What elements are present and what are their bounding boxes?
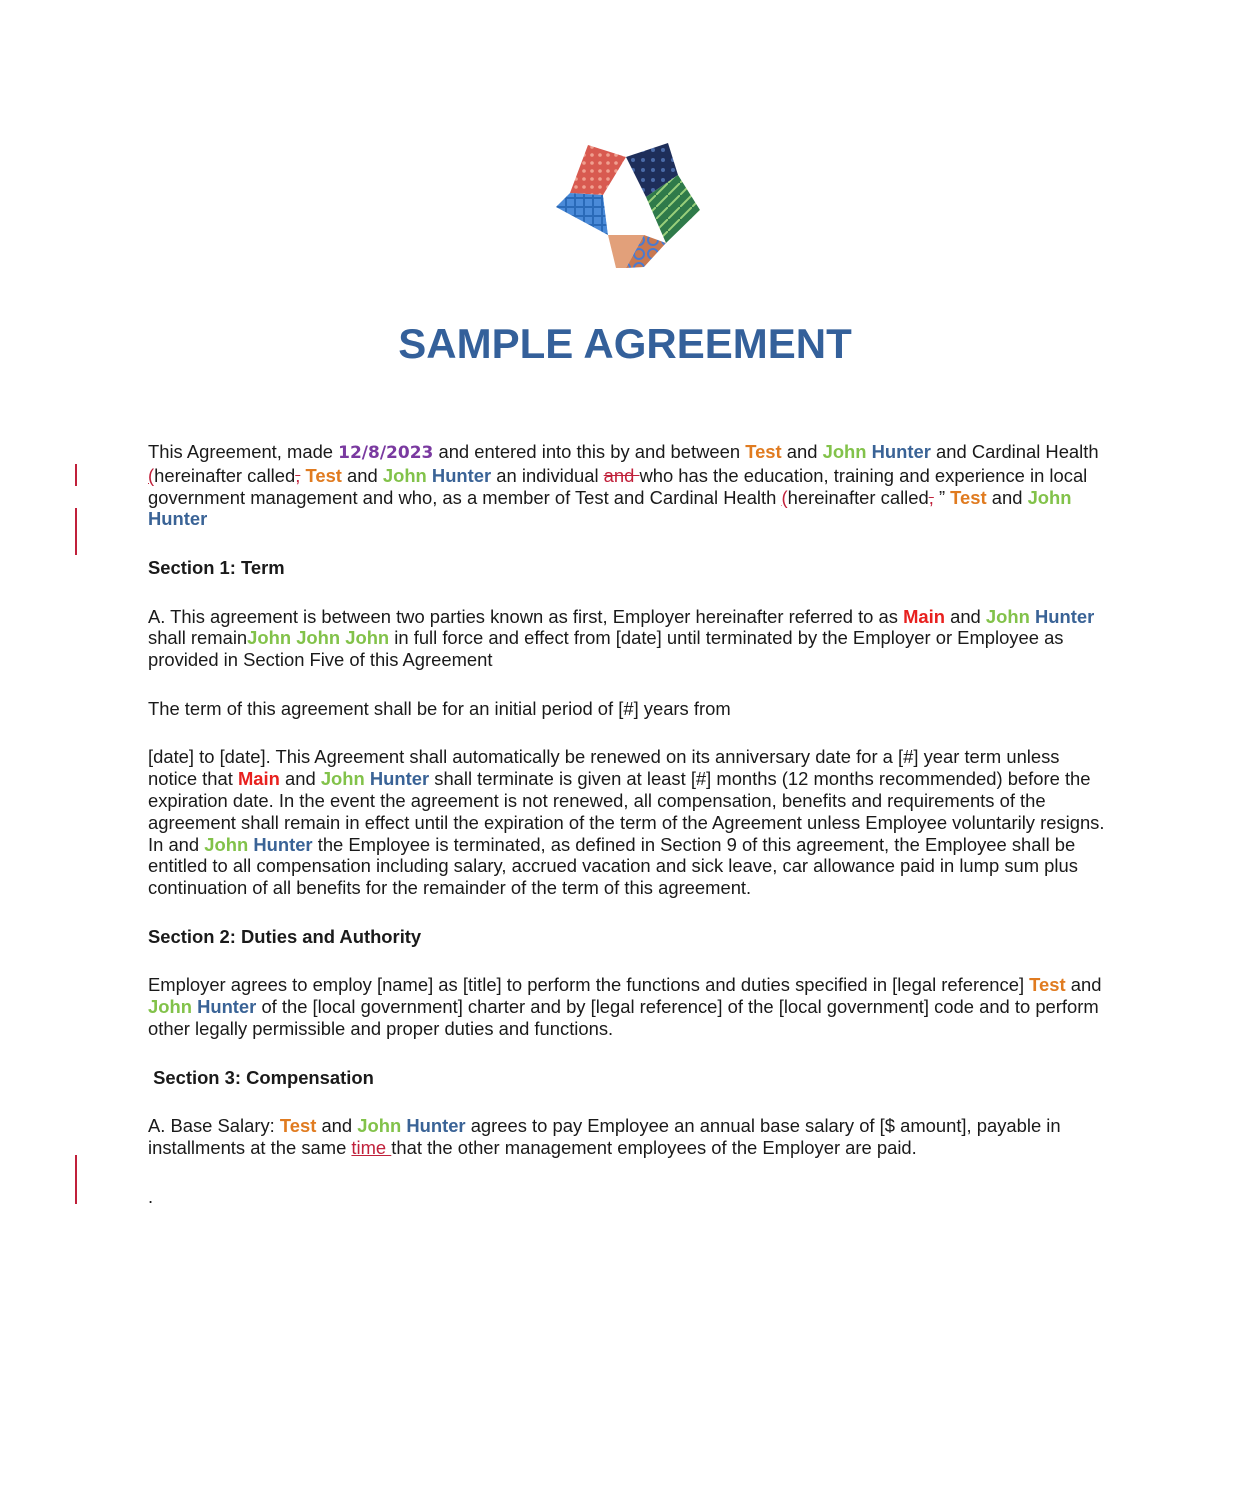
section1-term-paragraph: The term of this agreement shall be for an initial period of [#] years from (148, 697, 731, 719)
deleted-text: and (603, 464, 640, 486)
text-run: A. This agreement is between two parties known as first, Employer hereinafter referred to as (148, 605, 904, 627)
text-run: in full force and effect from [date] until terminated by the Employer or Employee as provided in Section Five of this Agreement (148, 627, 1064, 671)
text-run: the Employee is terminated, as defined in Section 9 of this agreement, the Employee shall be entitled to all compensation including salary, accrued vacation and sick leave, car allowance paid in lump sum plus continuation of all benefits for the remainder of the term of this agreement. (148, 833, 1078, 899)
text-run: and (1070, 974, 1102, 996)
text-run: hereinafter called (154, 464, 296, 486)
party-john: John (204, 833, 249, 855)
text-run: This Agreement, made (148, 441, 339, 462)
party-main: Main (237, 768, 280, 790)
revision-bar (75, 508, 77, 555)
party-john: John (1027, 486, 1072, 508)
text-run: and entered into this by and between (433, 441, 746, 462)
text-run: shall remain (148, 627, 248, 649)
inserted-text: ( (781, 486, 788, 508)
revision-bar (75, 464, 77, 486)
party-hunter: Hunter (369, 768, 430, 790)
text-run: A. Base Salary: (148, 1115, 280, 1137)
party-test: Test (1029, 974, 1066, 996)
party-hunter: Hunter (871, 441, 931, 462)
party-hunter: Hunter (431, 464, 492, 486)
intro-paragraph (148, 441, 1113, 530)
party-hunter: Hunter (406, 1115, 466, 1137)
party-john-repeat: John John John (247, 627, 390, 649)
text-run: shall terminate is given at least [#] months (12 months recommended) before the expiration date. In the event the agreement is not renewed, all compensation, benefits and requirements of the agreement shall remain in effect until the expiration of the term of the Agreement unless Employee voluntarily resigns. In (148, 768, 1105, 855)
text-run: and (285, 768, 316, 790)
party-john: John (320, 768, 365, 790)
text-run: and (321, 1115, 353, 1137)
inserted-text: ( (148, 464, 155, 486)
party-john: John (357, 1115, 402, 1137)
inserted-text: time (351, 1136, 392, 1158)
text-run: ” (933, 486, 951, 508)
section2-paragraph (148, 974, 1113, 1039)
text-run: who has the education, training and experience in local government management and who, as a member of Test and Cardinal Health (148, 464, 1088, 508)
party-test: Test (950, 486, 987, 508)
text-run: that the other management employees of the Employer are paid. (391, 1136, 917, 1158)
text-run: and (168, 833, 200, 855)
text-run: and (950, 605, 981, 627)
text-run: hereinafter called (787, 486, 929, 508)
party-hunter: Hunter (253, 833, 313, 855)
deleted-text: , (295, 464, 301, 486)
revision-bar (75, 1155, 77, 1204)
section-heading: Section 1: Term (148, 556, 285, 578)
party-john: John (148, 996, 192, 1018)
party-main: Main (903, 605, 945, 627)
text-run: agrees to pay Employee an annual base salary of [$ amount], payable in installments at the same (148, 1115, 1061, 1158)
text-run: and (991, 486, 1023, 508)
section1-paragraph-a (148, 606, 1113, 671)
text-run: an individual (491, 464, 604, 486)
text-run: of the [local government] charter and by [legal reference] of the [local government] code and to perform other legally permissible and proper duties and functions. (148, 996, 1099, 1039)
text-run: and (786, 441, 818, 462)
text-run: and (347, 464, 378, 486)
party-hunter: Hunter (1034, 605, 1095, 627)
party-hunter: Hunter (148, 508, 208, 530)
agreement-body (148, 441, 1113, 1234)
party-test: Test (279, 1115, 317, 1137)
star-quilt-logo-icon (548, 135, 703, 275)
party-john: John (822, 441, 867, 462)
text-run: Employer agrees to employ [name] as [title] to perform the functions and duties specified in [legal reference] (148, 974, 1030, 996)
section-heading: Section 2: Duties and Authority (148, 925, 422, 947)
agreement-date: 12/8/2023 (338, 443, 434, 463)
party-hunter: Hunter (197, 996, 257, 1018)
party-john: John (985, 605, 1030, 627)
section-heading: Section 3: Compensation (148, 1066, 374, 1088)
party-test: Test (745, 441, 782, 462)
section3-paragraph-a (148, 1115, 1113, 1159)
page-title: SAMPLE AGREEMENT (398, 320, 852, 367)
party-john: John (382, 464, 427, 486)
trailing-period: . (148, 1185, 154, 1207)
text-run: [date] to [date]. This Agreement shall automatically be renewed on its anniversary date for a [#] year term unless notice that (148, 746, 1060, 790)
deleted-text: , (928, 486, 934, 508)
text-run: and Cardinal Health (930, 441, 1099, 462)
section1-renewal-paragraph (148, 746, 1113, 899)
party-test: Test (305, 464, 342, 486)
